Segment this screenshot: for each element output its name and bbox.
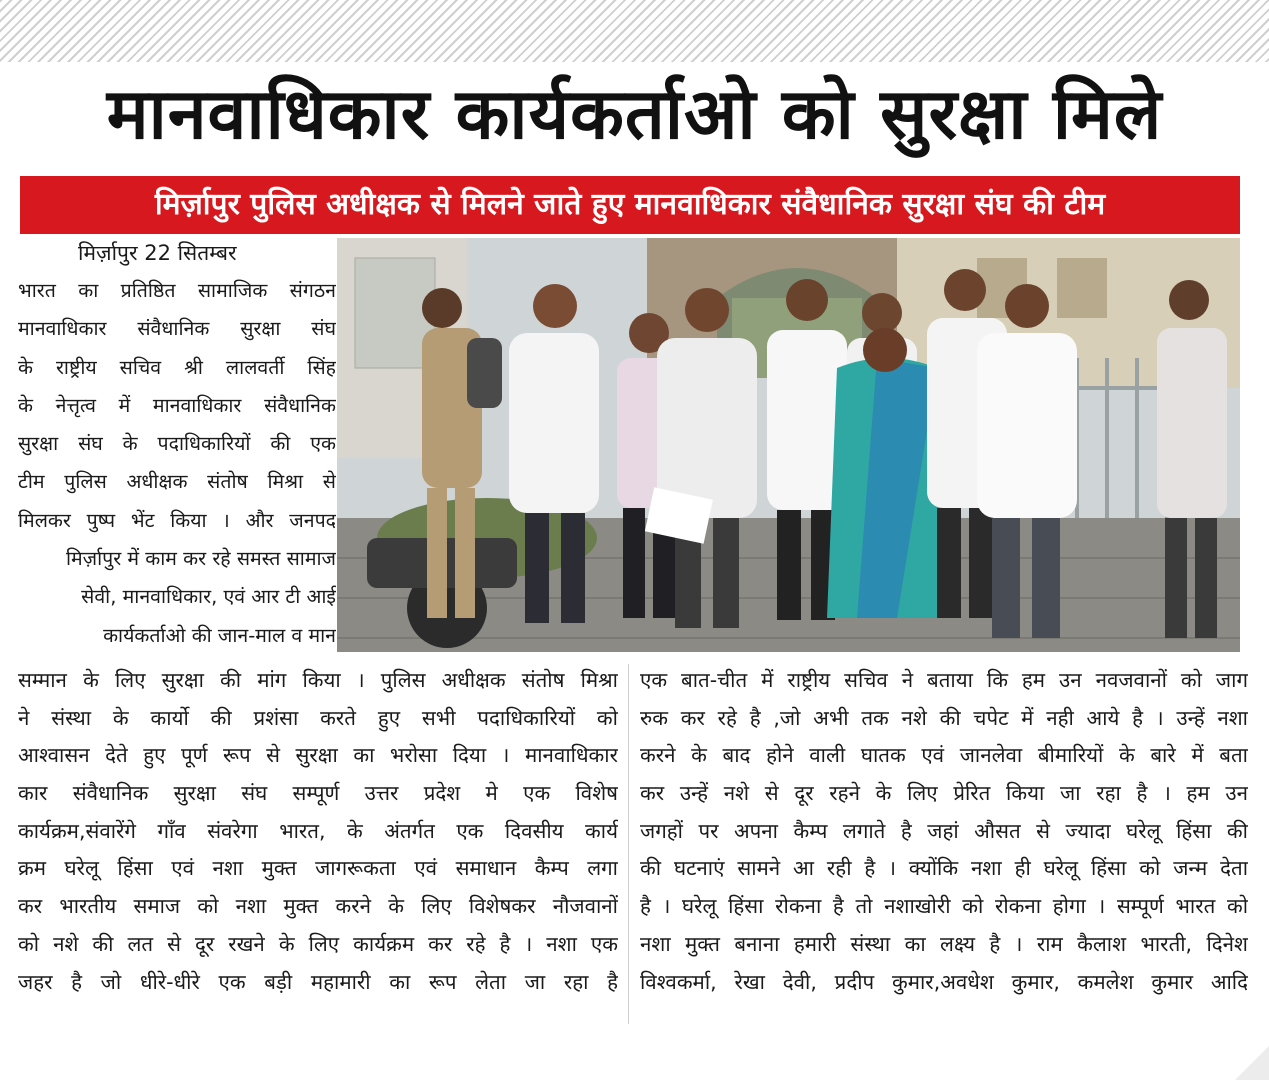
body-line: कर भारतीय समाज को नशा मुक्त करने के लिए विशेषकर नौजवानों xyxy=(18,894,618,919)
intro-line: मानवाधिकार संवैधानिक सुरक्षा संघ xyxy=(18,317,336,341)
right-body-column xyxy=(640,662,1248,1001)
body-line: करने के बाद होने वाली घातक एवं जानलेवा बीमारियों के बारे में बता xyxy=(640,743,1248,768)
body-line: सम्मान के लिए सुरक्षा की मांग किया । पुलिस अधीक्षक संतोष मिश्रा xyxy=(18,668,618,692)
body-line: नशा मुक्त बनाना हमारी संस्था का लक्ष्य है । राम कैलाश भारती, दिनेश xyxy=(640,931,1248,956)
intro-line: मिलकर पुष्प भेंट किया । और जनपद xyxy=(18,508,336,532)
body-line: कर उन्हें नशे से दूर रहने के लिए प्रेरित किया जा रहा है । हम उन xyxy=(640,781,1248,806)
intro-line: सुरक्षा संघ के पदाधिकारियों की एक xyxy=(18,432,336,456)
body-line: है । घरेलू हिंसा रोकना है तो नशाखोरी को रोकना होगा । सम्पूर्ण भारत को xyxy=(640,894,1248,919)
body-line: को नशे की लत से दूर रखने के लिए कार्यक्रम कर रहे है । नशा एक xyxy=(18,931,618,956)
body-line: रुक कर रहे है ,जो अभी तक नशे की चपेट में नही आये है । उन्हें नशा xyxy=(640,705,1248,730)
header-stripe-pattern xyxy=(0,0,1269,62)
body-line: आश्वासन देते हुए पूर्ण रूप से सुरक्षा का भरोसा दिया । मानवाधिकार xyxy=(18,743,618,768)
page-corner-fold xyxy=(1235,1046,1269,1080)
intro-line: सेवी, मानवाधिकार, एवं आर टी आई xyxy=(81,585,336,609)
news-photo xyxy=(337,238,1240,652)
column-divider xyxy=(628,664,629,1024)
body-line: क्रम घरेलू हिंसा एवं नशा मुक्त जागरूकता एवं समाधान कैम्प लगा xyxy=(18,856,618,881)
body-line: की घटनाएं सामने आ रही है । क्योंकि नशा ही घरेलू हिंसा को जन्म देता xyxy=(640,856,1248,881)
intro-line: भारत का प्रतिष्ठित सामाजिक संगठन xyxy=(18,279,336,302)
body-line: जगहों पर अपना कैम्प लगाते है जहां औसत से ज्यादा घरेलू हिंसा की xyxy=(640,818,1248,843)
intro-line: के राष्ट्रीय सचिव श्री लालवर्ती सिंह xyxy=(18,355,336,379)
intro-line: कार्यकर्ताओ की जान-माल व मान xyxy=(103,623,336,647)
body-line: जहर है जो धीरे-धीरे एक बड़ी महामारी का रूप लेता जा रहा है xyxy=(18,969,618,994)
intro-line: मिर्ज़ापुर में काम कर रहे समस्त सामाज xyxy=(65,547,336,571)
intro-line: टीम पुलिस अधीक्षक संतोष मिश्रा से xyxy=(18,470,336,494)
intro-line: के नेत्तृत्व में मानवाधिकार संवैधानिक xyxy=(18,393,336,417)
body-line: कार्यक्रम,संवारेंगे गाँव संवरेगा भारत, के अंतर्गत एक दिवसीय कार्य xyxy=(18,818,618,843)
body-line: एक बात-चीत में राष्ट्रीय सचिव ने बताया कि हम उन नवजवानों को जाग xyxy=(640,668,1248,692)
intro-column xyxy=(18,272,336,655)
body-line: विश्वकर्मा, रेखा देवी, प्रदीप कुमार,अवधेश कुमार, कमलेश कुमार आदि xyxy=(640,969,1248,994)
left-body-column xyxy=(18,662,618,1001)
subheadline-text: मिर्ज़ापुर पुलिस अधीक्षक से मिलने जाते हुए मानवाधिकार संवैधानिक सुरक्षा संघ की टीम xyxy=(154,187,1106,222)
dateline: मिर्ज़ापुर 22 सितम्बर xyxy=(78,241,237,265)
body-line: ने संस्था के कार्यो की प्रशंसा करते हुए सभी पदाधिकारियों को xyxy=(18,705,618,730)
group-photo-illustration xyxy=(337,238,1240,652)
headline: मानवाधिकार कार्यकर्ताओ को सुरक्षा मिले xyxy=(106,73,1163,155)
body-line: कार संवैधानिक सुरक्षा संघ सम्पूर्ण उत्तर प्रदेश मे एक विशेष xyxy=(18,781,618,806)
subheadline-bar xyxy=(20,176,1240,234)
